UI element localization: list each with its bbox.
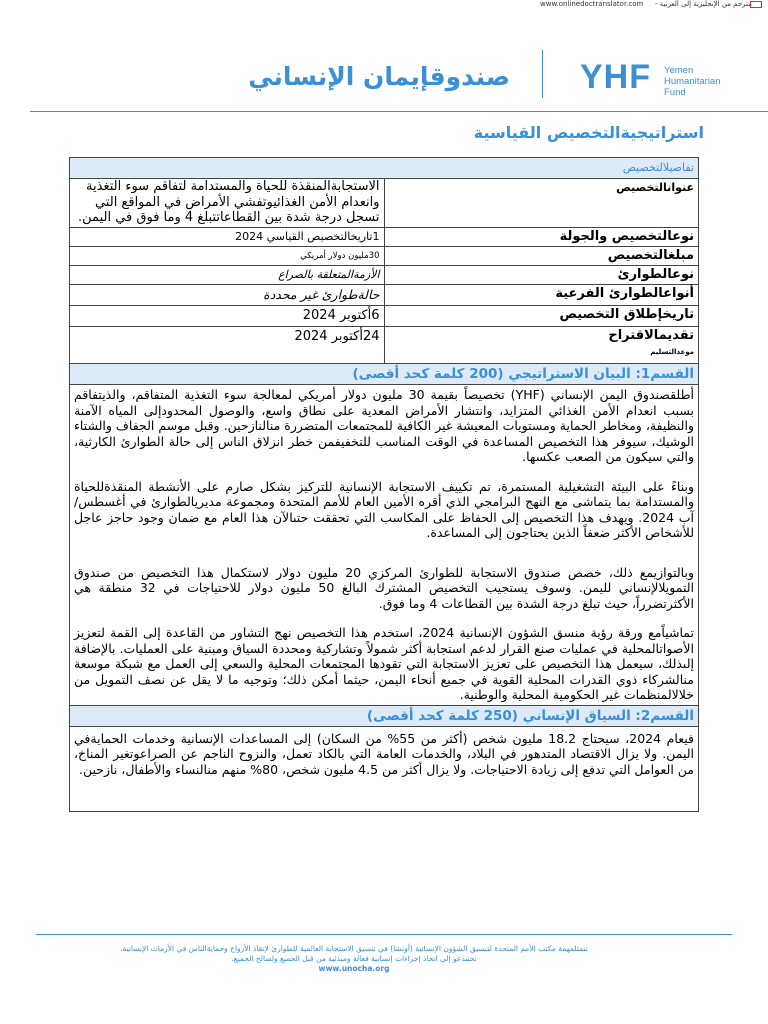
- table-row: [70, 306, 699, 327]
- logo-divider: [542, 50, 543, 98]
- allocation-amount-value: 30مليون دولار أمريكي: [70, 247, 385, 266]
- proposal-date-value: 24أكتوبر 2024: [70, 327, 385, 364]
- footer-call: نحننذعو إلى اتخاذ إجراءات إنسانية فعالة ومبدئية من قبل الجميع ولصالح الجميع.: [231, 954, 477, 963]
- allocation-form: [69, 157, 699, 812]
- footer-mission: تتمثلمهمة مكتب الأمم المتحدة لتنسيق الشؤون الإنسانية (أوتشا) في تنسيق الاستجابة العالمية للطوارئ لإنقاذ الأرواح وحمايةالناس في الأزمات الإنسانية.: [120, 944, 588, 953]
- document-title: استراتيجيةالتخصيص القياسية: [473, 123, 704, 142]
- paragraph: فيعام 2024، سيحتاج 18.2 مليون شخص (أكثر من 55% من السكان) إلى المساعدات الإنسانية وخدمات الحمايةفي اليمن. ولا يزال الاقتصاد المتدهور في البلاد، والخدمات العامة التي بالكاد تعمل، والنزوح الناجم عن الصراعوتغير المناخ، من العوامل التي تدفع إلى زيادة الاحتياجات. ولا يزال أكثر من 4.5 مليون شخص، 80% منهم منالنساء والأطفال، نازحين.: [74, 730, 694, 777]
- footer-link[interactable]: www.unocha.org: [318, 964, 390, 973]
- table-row: [70, 179, 699, 228]
- table-row: [70, 247, 699, 266]
- paragraph: وبناءً على البيئة التشغيلية المستمرة، تم تكييف الاستجابة الإنسانية للتركيز بشكل صارم على الأنشطة المنقذةللحياة والمستدامة بما يتماشى مع النهج البرامجي الذي أقره الأمين العام للأمم المتحدة ومجموعة مديريالطوارئ في أغسطس/آب 2024. ويهدف هذا التخصيص إلى الحفاظ على المكاسب التي تحققت حتىالآن هذا العام مع ضمان وجود حاجز عاجل للأشخاص الأكثر ضعفاً الذين يحتاجون إلى المساعدة.: [74, 478, 694, 540]
- logo-text-line: Yemen: [664, 65, 694, 76]
- table-row: [70, 327, 699, 364]
- deadline-note: موعدالتسليم: [650, 348, 694, 356]
- row-label: عنوانالتخصيص: [384, 179, 699, 228]
- translator-label: مترجم من الإنجليزية إلى العربية -: [655, 0, 752, 8]
- paragraph: تماشياًمع ورقة رؤية منسق الشؤون الإنسانية 2024، استخدم هذا التخصيص نهج التشاور من القاعدة إلى القمة لتعزيز الأصواتالمحلية في عمليات صنع القرار لدعم استجابة أكثر شمولاً وتشاركية ومحددة السياق ومبنية على العمليات. بالإضافة إلىذلك، سيعمل هذا التخصيص على تعزيز الاستجابة التي تقودها المجتمعات المحلية والسعي إلى العمل مع شبكة موسعة منالشركاء ذوي القدرات المحلية القوية في جميع أنحاء اليمن، حيثما أمكن ذلك؛ وتوجيه ما لا يقل عن نصف التمويل من خلالالمنظمات غير الحكومية المحلية والوطنية.: [74, 625, 694, 702]
- yhf-logo: YHF: [580, 58, 651, 96]
- row-label: مبلغالتخصيص: [384, 247, 699, 266]
- section1-heading: القسم1: البيان الاستراتيجي (200 كلمة كحد أقصى): [70, 364, 699, 385]
- launch-date-value: 6أكتوبر 2024: [70, 306, 385, 327]
- paragraph: وبالتوازيمع ذلك، خصص صندوق الاستجابة للطوارئ المركزي 20 مليون دولار لاستكمال هذا التخصيص من صندوق التمويلالإنساني لليمن. وسوف يستجيب التخصيص المشترك البالغ 50 مليون دولار للاحتياجات في 32 منطقة هي الأكثرتضرراً، حيث تبلغ درجة الشدة بين القطاعات 4 وما فوق.: [74, 564, 694, 611]
- footer-divider: [36, 934, 732, 935]
- table-row: [70, 266, 699, 285]
- paragraph: أطلقصندوق اليمن الإنساني (YHF) تخصيصاً بقيمة 30 مليون دولار أمريكي لمعالجة سوء التغذية المتفاقم، والذيتفاقم بسبب انعدام الأمن الغذائي المتزايد، وانتشار الأمراض المعدية على نطاق واسع، والوصول المحدودإلى المياه الآمنة والنظيفة، ومخاطر الحماية ومستويات المعيشة غير الكافية للمجتمعات المتضررة منالنازحين. وقبل موسم الجفاف والشتاء الوشيك، سيوفر هذا التخصيص المساعدة في الوقت المناسب للتخفيفمن خطر انزلاق الناس إلى حالة الطوارئ الكارثية، والتي سيكون من الصعب عكسها.: [74, 387, 694, 464]
- translator-bar: [0, 0, 768, 10]
- translator-icon: [750, 1, 762, 8]
- emergency-subtype-value: حالةطوارئ غير محددة: [70, 285, 385, 306]
- row-label: أنواعالطوارئ الفرعية: [384, 285, 699, 306]
- section1-body: [70, 385, 699, 706]
- allocation-type-value: 1تاريخالتخصيص القياسي 2024: [70, 228, 385, 247]
- emergency-type-value: الأزمةالمتعلقة بالصراع: [70, 266, 385, 285]
- logo-text-line: Humanitarian: [664, 76, 721, 87]
- translator-site[interactable]: www.onlinedoctranslator.com: [540, 0, 644, 8]
- fund-title: صندوقإيمان الإنساني: [248, 62, 510, 91]
- table-row: [70, 285, 699, 306]
- row-label: نوعالتخصيص والجولة: [384, 228, 699, 247]
- yhf-logo-text: [664, 65, 721, 98]
- row-label: تاريخإطلاق التخصيص: [384, 306, 699, 327]
- row-label: نوعالطوارئ: [384, 266, 699, 285]
- header-divider: [30, 111, 768, 112]
- row-label: تقديمالاقتراح: [608, 328, 694, 343]
- section2-heading: القسم2: السياق الإنساني (250 كلمة كحد أقصى): [70, 705, 699, 726]
- section2-body: [70, 726, 699, 811]
- allocation-title-value: الاستجابةالمنقذة للحياة والمستدامة لتفاقم سوء التغذية وانعدام الأمن الغذائيوتفشي الأمراض في المواقع التي تسجل درجة شدة بين القطاعاتتبلغ 4 وما فوق في اليمن.: [70, 179, 385, 228]
- logo-text-line: Fund: [664, 87, 686, 98]
- table-row: [70, 228, 699, 247]
- footer: [100, 944, 608, 974]
- details-heading: تفاصيلالتخصيص: [70, 158, 699, 179]
